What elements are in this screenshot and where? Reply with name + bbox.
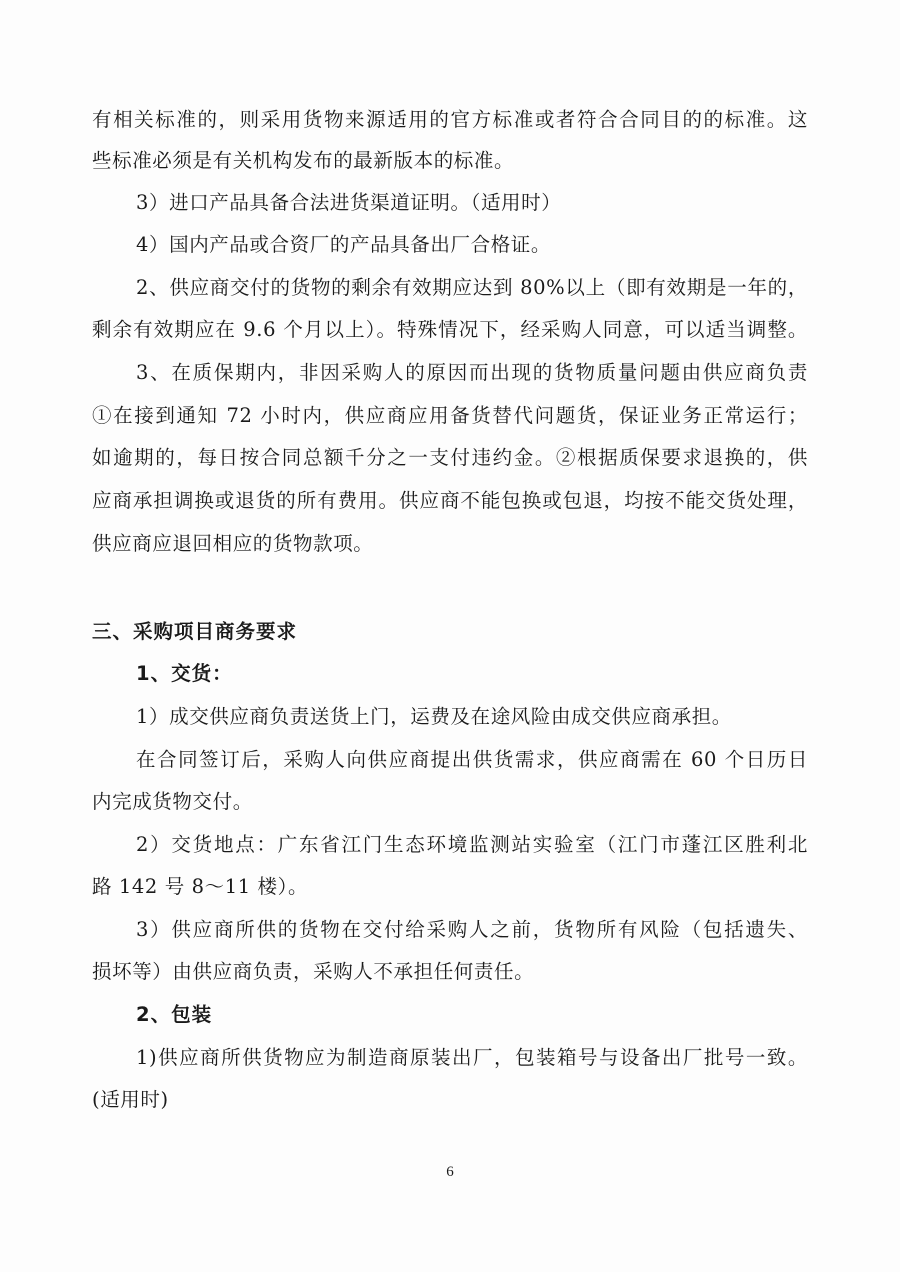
subsection-heading-delivery: 1、交货： bbox=[136, 662, 233, 685]
delivery-item-2: 2）交货地点：广东省江门生态环境监测站实验室（江门市蓬江区胜利北 bbox=[136, 833, 808, 856]
delivery-item-2-cont: 路 142 号 8～11 楼）。 bbox=[92, 875, 309, 898]
clause-2-line: 剩余有效期应在 9.6 个月以上）。特殊情况下，经采购人同意，可以适当调整。 bbox=[92, 318, 808, 341]
delivery-item-3-cont: 损坏等）由供应商负责，采购人不承担任何责任。 bbox=[92, 960, 535, 983]
clause-3-line: ①在接到通知 72 小时内，供应商应用备货替代问题货，保证业务正常运行； bbox=[92, 404, 808, 427]
section-heading: 三、采购项目商务要求 bbox=[92, 620, 298, 643]
list-item-3: 3）进口产品具备合法进货渠道证明。（适用时） bbox=[136, 191, 562, 214]
packaging-item-1-cont: (适用时) bbox=[92, 1088, 169, 1111]
delivery-item-1: 1）成交供应商负责送货上门，运费及在途风险由成交供应商承担。 bbox=[136, 705, 732, 728]
clause-3-line: 供应商应退回相应的货物款项。 bbox=[92, 532, 374, 555]
clause-3-line: 应商承担调换或退货的所有费用。供应商不能包换或包退，均按不能交货处理， bbox=[92, 489, 808, 512]
delivery-item-3: 3）供应商所供的货物在交付给采购人之前，货物所有风险（包括遗失、 bbox=[136, 918, 808, 941]
list-item-4: 4）国内产品或合资厂的产品具备出厂合格证。 bbox=[136, 233, 552, 256]
delivery-text-line: 在合同签订后，采购人向供应商提出供货需求，供应商需在 60 个日历日 bbox=[136, 748, 808, 771]
paragraph-line: 些标准必须是有关机构发布的最新版本的标准。 bbox=[92, 149, 515, 172]
subsection-heading-packaging: 2、包装 bbox=[136, 1003, 213, 1026]
page-number: 6 bbox=[446, 1164, 454, 1180]
clause-2-line: 2、供应商交付的货物的剩余有效期应达到 80%以上（即有效期是一年的， bbox=[136, 276, 808, 299]
delivery-text-line: 内完成货物交付。 bbox=[92, 790, 253, 813]
packaging-item-1: 1)供应商所供货物应为制造商原装出厂，包装箱号与设备出厂批号一致。 bbox=[136, 1046, 808, 1069]
clause-3-line: 3、在质保期内，非因采购人的原因而出现的货物质量问题由供应商负责 bbox=[136, 361, 808, 384]
paragraph-line: 有相关标准的，则采用货物来源适用的官方标准或者符合合同目的的标准。这 bbox=[92, 108, 808, 131]
clause-3-line: 如逾期的，每日按合同总额千分之一支付违约金。②根据质保要求退换的，供 bbox=[92, 446, 808, 469]
